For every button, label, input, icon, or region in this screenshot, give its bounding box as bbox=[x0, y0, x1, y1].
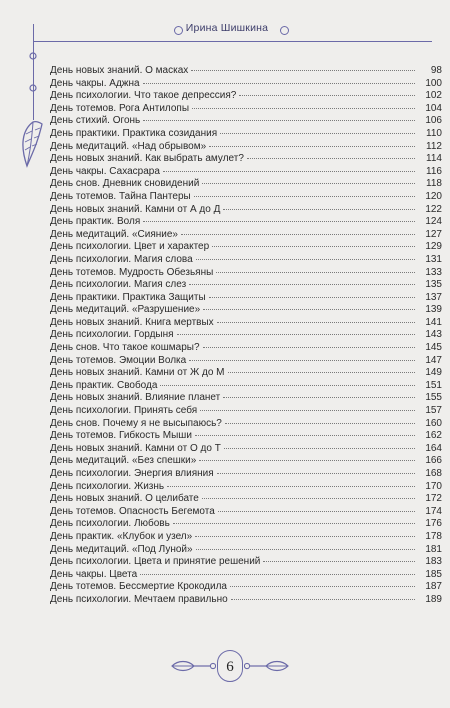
toc-entry bbox=[50, 581, 442, 594]
toc-entry-page: 147 bbox=[425, 354, 442, 366]
toc-leader-dots bbox=[209, 146, 415, 147]
toc-entry bbox=[50, 430, 442, 443]
toc-entry-title: День психологии. Энергия влияния bbox=[50, 468, 214, 479]
toc-entry bbox=[50, 229, 442, 242]
toc-leader-dots bbox=[167, 486, 415, 487]
toc-entry bbox=[50, 90, 442, 103]
toc-entry-page: 172 bbox=[425, 493, 442, 505]
toc-leader-dots bbox=[177, 334, 415, 335]
toc-entry bbox=[50, 367, 442, 380]
toc-entry bbox=[50, 279, 442, 292]
toc-entry-page: 166 bbox=[425, 455, 442, 467]
toc-entry bbox=[50, 254, 442, 267]
toc-entry-page: 133 bbox=[425, 266, 442, 278]
toc-entry bbox=[50, 544, 442, 557]
toc-entry-page: 168 bbox=[425, 468, 442, 479]
toc-entry-title: День новых знаний. Камни от Ж до М bbox=[50, 367, 225, 379]
toc-entry bbox=[50, 128, 442, 141]
toc-leader-dots bbox=[199, 460, 415, 461]
toc-entry bbox=[50, 292, 442, 305]
toc-entry-page: 127 bbox=[425, 228, 442, 240]
toc-entry-title: День чакры. Аджна bbox=[50, 77, 140, 89]
toc-entry-page: 118 bbox=[426, 178, 442, 190]
toc-leader-dots bbox=[209, 297, 415, 298]
toc-entry bbox=[50, 443, 442, 456]
toc-entry-page: 110 bbox=[426, 127, 442, 139]
toc-entry-title: День психологии. Любовь bbox=[50, 518, 170, 530]
toc-entry-page: 157 bbox=[425, 405, 442, 417]
toc-entry-page: 149 bbox=[425, 367, 442, 379]
toc-entry bbox=[50, 468, 442, 481]
toc-entry-page: 181 bbox=[425, 543, 442, 555]
toc-entry-page: 164 bbox=[425, 442, 442, 454]
toc-leader-dots bbox=[218, 511, 415, 512]
toc-entry bbox=[50, 166, 442, 179]
toc-entry-title: День практики. Практика созидания bbox=[50, 127, 218, 139]
toc-entry bbox=[50, 418, 442, 431]
toc-entry-page: 187 bbox=[425, 581, 442, 593]
toc-entry-page: 189 bbox=[425, 593, 442, 605]
page-number: 6 bbox=[217, 650, 243, 682]
toc-entry-title: День тотемов. Мудрость Обезьяны bbox=[50, 266, 214, 278]
toc-entry-page: 155 bbox=[425, 392, 442, 404]
toc-leader-dots bbox=[263, 561, 415, 562]
toc-entry-title: День практик. Воля bbox=[50, 216, 141, 228]
toc-entry-page: 143 bbox=[425, 329, 442, 341]
page-footer bbox=[170, 650, 290, 686]
toc-leader-dots bbox=[203, 347, 415, 348]
toc-entry bbox=[50, 342, 442, 355]
toc-leader-dots bbox=[231, 599, 415, 600]
toc-entry bbox=[50, 405, 442, 418]
toc-entry-page: 160 bbox=[425, 417, 442, 429]
toc-entry bbox=[50, 355, 442, 368]
toc-entry-title: День психологии. Мечтаем правильно bbox=[50, 593, 228, 605]
toc-leader-dots bbox=[196, 259, 415, 260]
toc-entry-title: День новых знаний. Камни от О до Т bbox=[50, 442, 221, 454]
toc-entry-page: 178 bbox=[425, 530, 442, 542]
toc-entry-page: 100 bbox=[425, 77, 442, 89]
toc-entry-title: День тотемов. Гибкость Мыши bbox=[50, 430, 192, 442]
leaf-ornament-icon bbox=[244, 659, 290, 673]
toc-entry-title: День тотемов. Бессмертие Крокодила bbox=[50, 581, 227, 593]
toc-leader-dots bbox=[200, 410, 415, 411]
author-name: Ирина Шишкина bbox=[185, 22, 269, 34]
toc-entry-title: День психологии. Гордыня bbox=[50, 329, 174, 341]
toc-leader-dots bbox=[220, 133, 415, 134]
toc-entry-page: 124 bbox=[425, 216, 442, 228]
toc-entry bbox=[50, 317, 442, 330]
toc-entry bbox=[50, 506, 442, 519]
toc-entry-title: День стихий. Огонь bbox=[50, 115, 141, 127]
toc-leader-dots bbox=[189, 284, 415, 285]
toc-entry-page: 139 bbox=[425, 304, 442, 316]
toc-entry bbox=[50, 493, 442, 506]
toc-entry bbox=[50, 556, 442, 569]
toc-entry-title: День медитаций. «Под Луной» bbox=[50, 543, 193, 555]
toc-entry bbox=[50, 204, 442, 217]
toc-leader-dots bbox=[202, 498, 415, 499]
toc-leader-dots bbox=[223, 397, 415, 398]
toc-entry-title: День новых знаний. Как выбрать амулет? bbox=[50, 153, 244, 165]
toc-entry-title: День психологии. Цвета и принятие решений bbox=[50, 556, 261, 568]
ring-ornament-icon bbox=[280, 26, 289, 35]
toc-entry bbox=[50, 115, 442, 128]
toc-leader-dots bbox=[223, 209, 415, 210]
toc-entry-page: 183 bbox=[425, 556, 442, 568]
toc-leader-dots bbox=[194, 196, 415, 197]
toc-entry bbox=[50, 569, 442, 582]
toc-entry bbox=[50, 455, 442, 468]
toc-entry-title: День тотемов. Опасность Бегемота bbox=[50, 505, 215, 517]
toc-entry bbox=[50, 304, 442, 317]
toc-entry-page: 102 bbox=[425, 90, 442, 102]
toc-leader-dots bbox=[191, 70, 415, 71]
toc-leader-dots bbox=[212, 246, 415, 247]
toc-leader-dots bbox=[163, 171, 415, 172]
toc-leader-dots bbox=[228, 372, 416, 373]
running-header bbox=[22, 20, 432, 40]
header-rule bbox=[34, 41, 432, 42]
toc-leader-dots bbox=[143, 83, 415, 84]
toc-leader-dots bbox=[217, 322, 415, 323]
toc-entry-page: 174 bbox=[425, 505, 442, 517]
toc-entry-page: 145 bbox=[425, 342, 442, 354]
toc-entry bbox=[50, 241, 442, 254]
toc-entry-title: День медитаций. «Над обрывом» bbox=[50, 140, 207, 152]
feather-icon bbox=[20, 30, 48, 170]
toc-leader-dots bbox=[230, 586, 415, 587]
toc-entry-title: День психологии. Магия слова bbox=[50, 253, 193, 265]
toc-entry-page: 106 bbox=[425, 115, 442, 127]
toc-entry-page: 141 bbox=[425, 316, 442, 328]
leaf-ornament-icon bbox=[170, 659, 216, 673]
toc-leader-dots bbox=[173, 523, 415, 524]
toc-entry-title: День снов. Дневник сновидений bbox=[50, 178, 200, 190]
toc-entry-page: 112 bbox=[426, 140, 442, 152]
toc-leader-dots bbox=[192, 108, 415, 109]
toc-entry-title: День чакры. Сахасрара bbox=[50, 165, 160, 177]
toc-entry bbox=[50, 65, 442, 78]
toc-entry-page: 162 bbox=[425, 430, 442, 442]
toc-entry-page: 137 bbox=[425, 291, 442, 303]
toc-leader-dots bbox=[196, 549, 415, 550]
table-of-contents bbox=[50, 65, 442, 607]
toc-entry-title: День психологии. Что такое депрессия? bbox=[50, 90, 237, 102]
toc-entry-page: 122 bbox=[425, 203, 442, 215]
toc-entry-page: 170 bbox=[425, 480, 442, 492]
toc-leader-dots bbox=[202, 183, 415, 184]
toc-entry-title: День практик. Свобода bbox=[50, 379, 158, 391]
toc-leader-dots bbox=[143, 221, 415, 222]
toc-entry bbox=[50, 267, 442, 280]
toc-entry bbox=[50, 518, 442, 531]
toc-entry-title: День практик. «Клубок и узел» bbox=[50, 530, 193, 542]
toc-entry bbox=[50, 141, 442, 154]
toc-entry bbox=[50, 392, 442, 405]
toc-entry-title: День снов. Почему я не высыпаюсь? bbox=[50, 417, 222, 429]
toc-leader-dots bbox=[217, 473, 415, 474]
toc-leader-dots bbox=[160, 385, 415, 386]
toc-entry-title: День тотемов. Эмоции Волка bbox=[50, 354, 187, 366]
toc-entry-title: День психологии. Принять себя bbox=[50, 405, 198, 417]
toc-leader-dots bbox=[143, 120, 415, 121]
toc-entry bbox=[50, 78, 442, 91]
toc-leader-dots bbox=[224, 448, 415, 449]
toc-leader-dots bbox=[247, 158, 415, 159]
toc-entry bbox=[50, 191, 442, 204]
toc-entry bbox=[50, 531, 442, 544]
toc-entry-title: День новых знаний. Книга мертвых bbox=[50, 316, 214, 328]
toc-entry-title: День новых знаний. О масках bbox=[50, 65, 189, 76]
toc-entry bbox=[50, 380, 442, 393]
toc-entry-title: День новых знаний. Влияние планет bbox=[50, 392, 221, 404]
toc-entry-page: 98 bbox=[430, 65, 442, 76]
toc-leader-dots bbox=[189, 360, 415, 361]
toc-entry bbox=[50, 481, 442, 494]
toc-entry-title: День чакры. Цвета bbox=[50, 568, 138, 580]
toc-entry-page: 185 bbox=[425, 568, 442, 580]
toc-entry-title: День медитаций. «Разрушение» bbox=[50, 304, 201, 316]
toc-leader-dots bbox=[225, 423, 415, 424]
toc-entry-page: 104 bbox=[425, 102, 442, 114]
toc-entry-page: 131 bbox=[425, 253, 442, 265]
toc-entry-page: 114 bbox=[426, 153, 442, 165]
toc-entry-title: День тотемов. Тайна Пантеры bbox=[50, 190, 191, 202]
toc-leader-dots bbox=[216, 272, 415, 273]
toc-entry-title: День психологии. Цвет и характер bbox=[50, 241, 210, 253]
toc-leader-dots bbox=[140, 574, 415, 575]
toc-entry-title: День медитаций. «Без спешки» bbox=[50, 455, 197, 467]
toc-entry-page: 135 bbox=[425, 279, 442, 291]
toc-leader-dots bbox=[195, 435, 415, 436]
toc-entry-page: 116 bbox=[426, 165, 442, 177]
toc-entry-title: День практики. Практика Защиты bbox=[50, 291, 206, 303]
toc-entry bbox=[50, 329, 442, 342]
toc-leader-dots bbox=[203, 309, 415, 310]
toc-entry-title: День психологии. Магия слез bbox=[50, 279, 187, 291]
toc-entry-page: 176 bbox=[425, 518, 442, 530]
toc-entry-page: 129 bbox=[425, 241, 442, 253]
toc-entry-title: День медитаций. «Сияние» bbox=[50, 228, 178, 240]
toc-entry bbox=[50, 216, 442, 229]
toc-leader-dots bbox=[239, 95, 415, 96]
toc-entry bbox=[50, 153, 442, 166]
toc-entry bbox=[50, 103, 442, 116]
toc-entry-title: День новых знаний. Камни от А до Д bbox=[50, 203, 221, 215]
toc-entry bbox=[50, 594, 442, 607]
toc-entry-page: 151 bbox=[425, 379, 442, 391]
toc-entry-title: День новых знаний. О целибате bbox=[50, 493, 199, 505]
toc-leader-dots bbox=[181, 234, 415, 235]
toc-entry-title: День тотемов. Рога Антилопы bbox=[50, 102, 190, 114]
toc-leader-dots bbox=[195, 536, 415, 537]
toc-entry-page: 120 bbox=[425, 190, 442, 202]
toc-entry-title: День снов. Что такое кошмары? bbox=[50, 342, 200, 354]
toc-entry-title: День психологии. Жизнь bbox=[50, 480, 165, 492]
toc-entry bbox=[50, 178, 442, 191]
